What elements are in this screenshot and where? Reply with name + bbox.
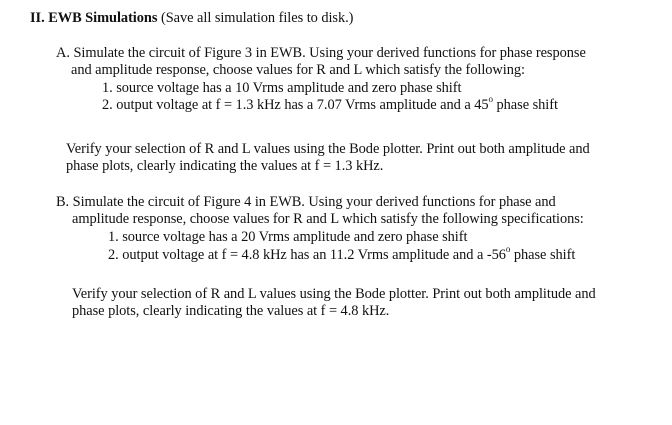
section-a-verify-line1: Verify your selection of R and L values using the Bode plotter. Print out both amplitude and	[66, 141, 590, 157]
section-b-item1: 1. source voltage has a 20 Vrms amplitude and zero phase shift	[108, 229, 468, 245]
section-b-item2-suffix: phase shift	[510, 247, 576, 263]
heading-title: II. EWB Simulations	[30, 10, 158, 26]
section-a-item2	[102, 94, 558, 114]
degree-symbol: o	[505, 244, 511, 255]
section-b-item2-prefix: 2. output voltage at f = 4.8 kHz has an 11.2 Vrms amplitude and a -56	[108, 247, 506, 263]
section-a-item1: 1. source voltage has a 10 Vrms amplitude and zero phase shift	[102, 80, 462, 96]
section-heading	[30, 10, 353, 27]
degree-symbol: o	[488, 94, 493, 105]
section-b-verify-line1: Verify your selection of R and L values using the Bode plotter. Print out both amplitude and	[72, 286, 596, 302]
section-b-intro-line1: B. Simulate the circuit of Figure 4 in EWB. Using your derived functions for phase and	[56, 194, 556, 210]
heading-note: (Save all simulation files to disk.)	[157, 10, 354, 26]
section-b-item2	[108, 244, 576, 264]
section-a-intro-line2: and amplitude response, choose values for R and L which satisfy the following:	[71, 62, 525, 78]
section-a-intro-line1: A. Simulate the circuit of Figure 3 in EWB. Using your derived functions for phase response	[56, 45, 586, 61]
section-b-intro-line2: amplitude response, choose values for R and L which satisfy the following specifications:	[72, 211, 584, 227]
section-a-item2-suffix: phase shift	[492, 97, 558, 113]
section-a-item2-prefix: 2. output voltage at f = 1.3 kHz has a 7.07 Vrms amplitude and a 45	[102, 97, 489, 113]
section-b-verify-line2: phase plots, clearly indicating the values at f = 4.8 kHz.	[72, 303, 390, 319]
section-a-verify-line2: phase plots, clearly indicating the values at f = 1.3 kHz.	[66, 158, 384, 174]
